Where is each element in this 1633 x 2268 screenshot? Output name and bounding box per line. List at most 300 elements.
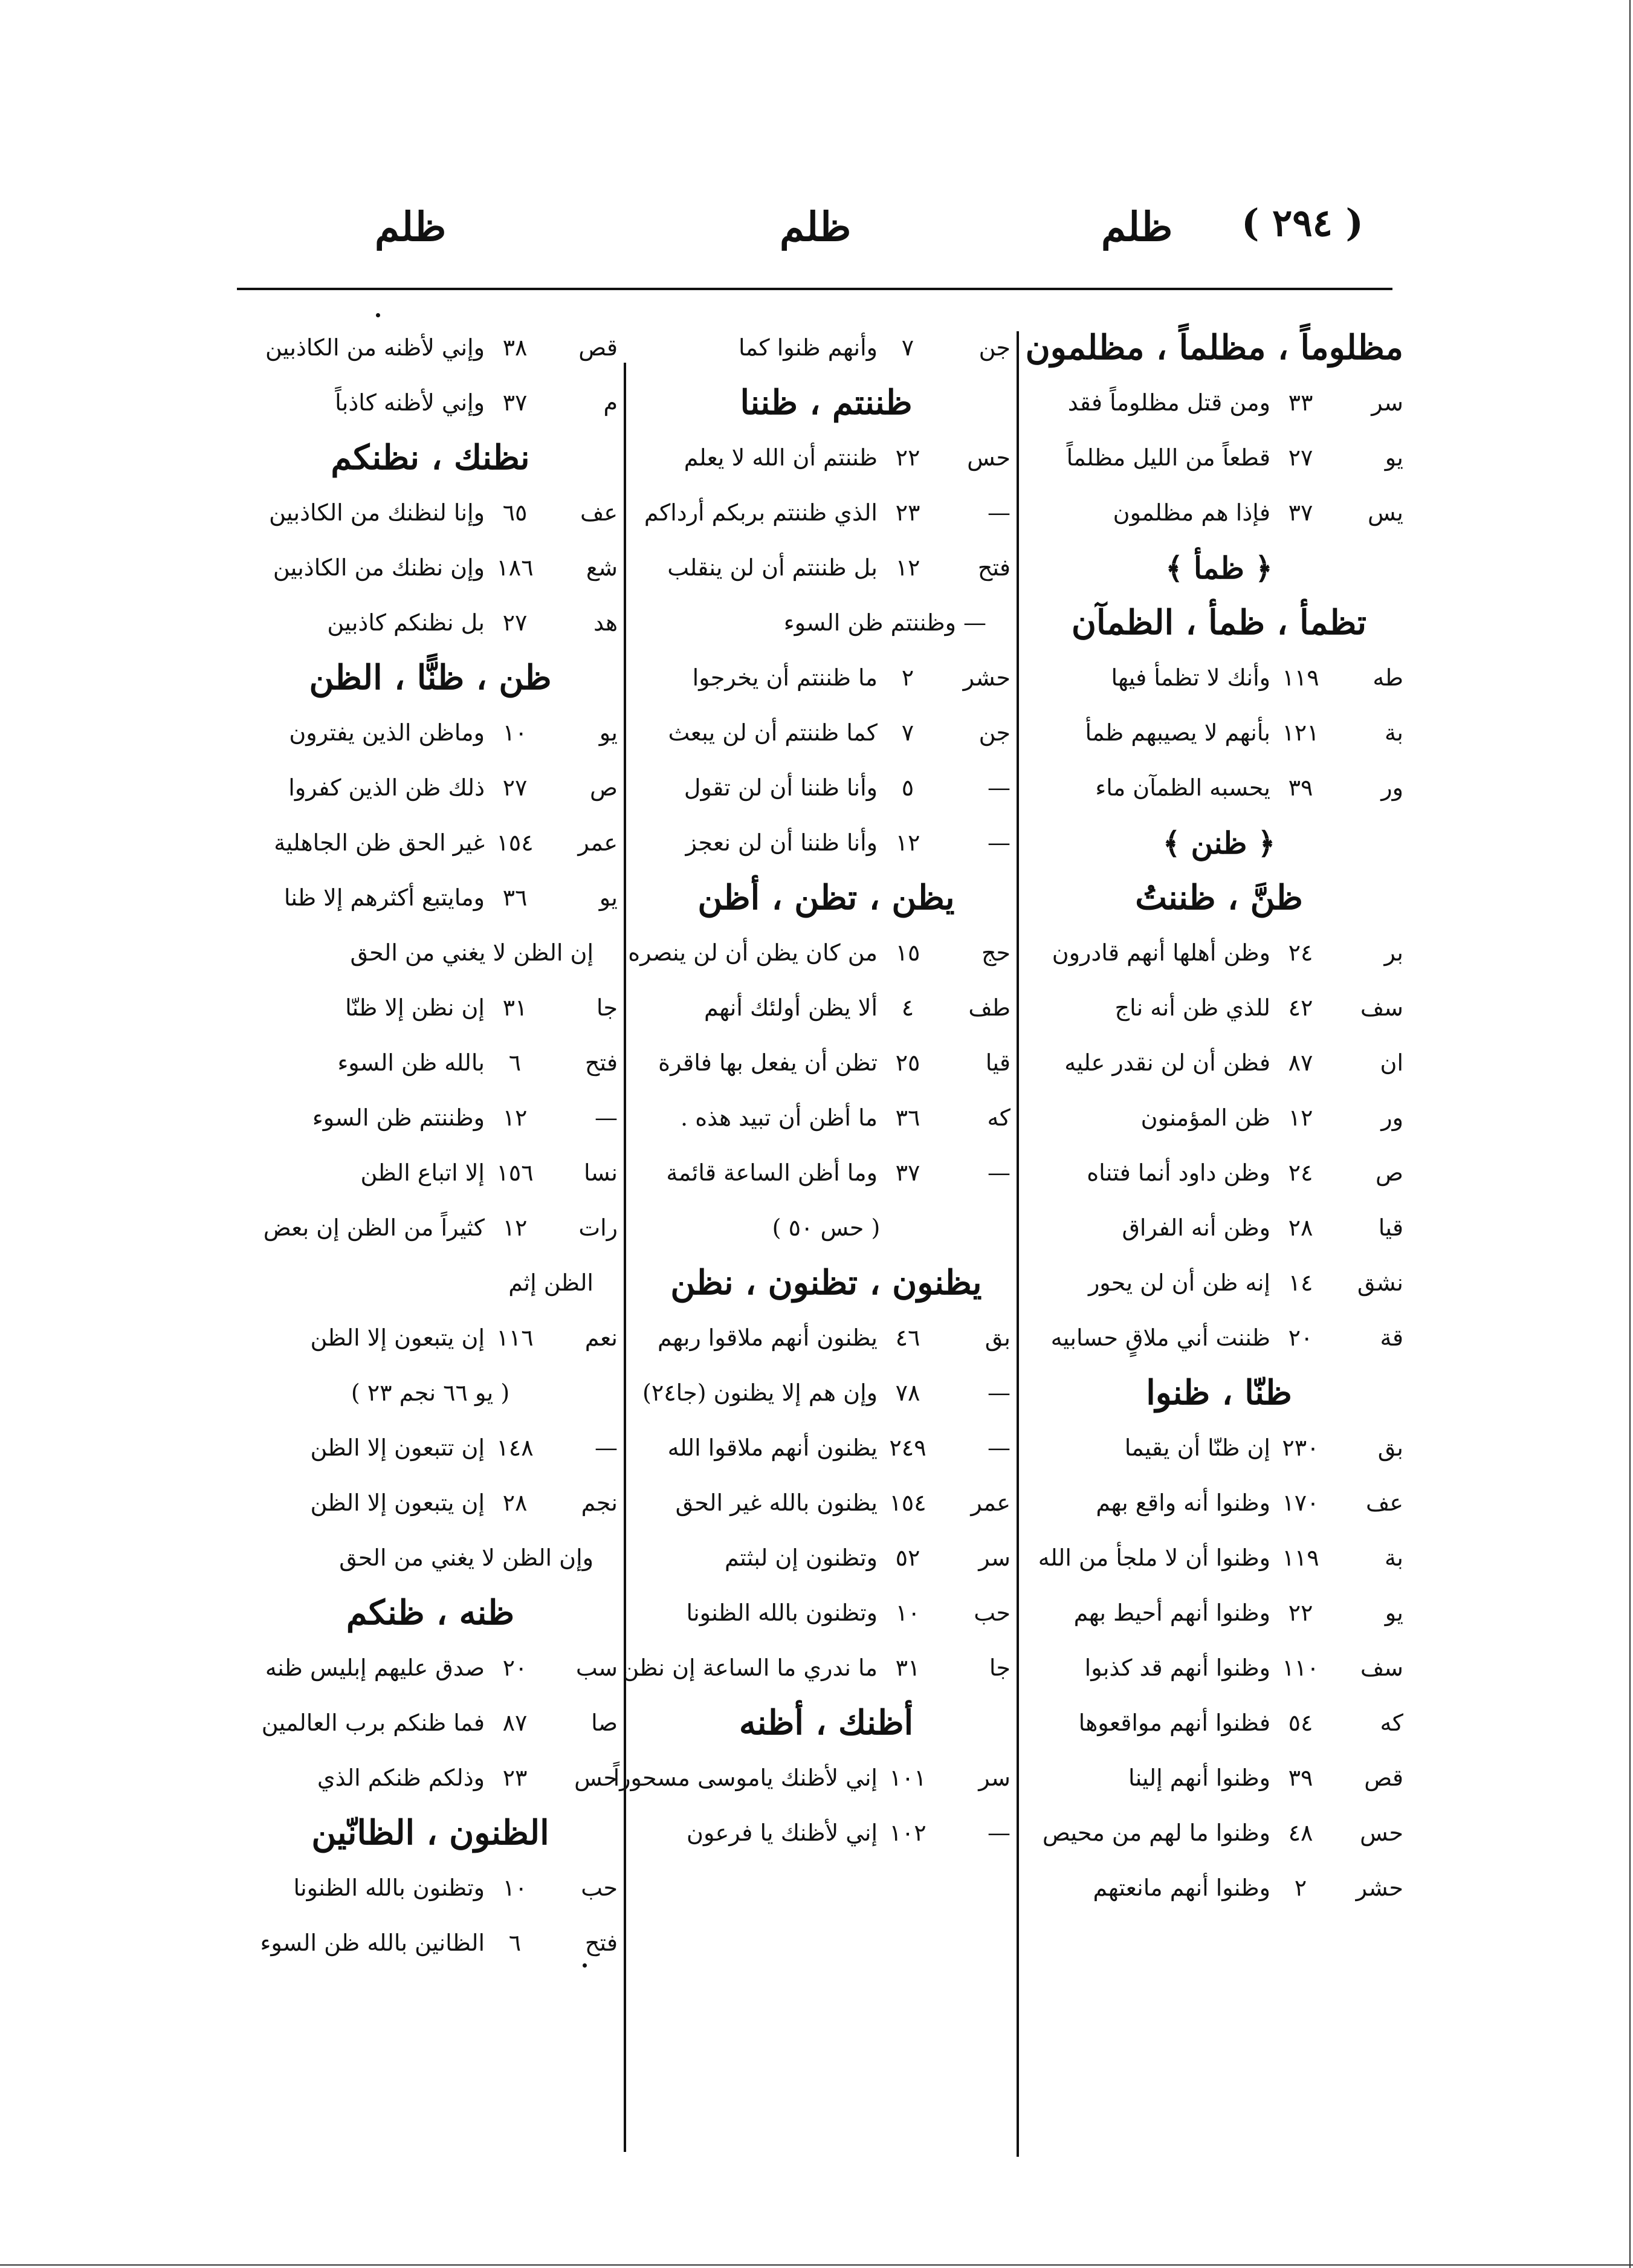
verse-text: الذي ظننتم بربكم أرداكم <box>644 499 878 526</box>
surah-ref: — <box>988 1434 1011 1461</box>
surah-ref: يو <box>599 884 618 911</box>
surah-ref: عف <box>580 499 618 526</box>
column-right <box>1025 320 1403 1916</box>
word-form-heading: ظن ، ظنًّا ، الظن <box>309 658 552 698</box>
verse-entry <box>1035 1145 1403 1200</box>
verse-text: إني لأظنك ياموسى مسحوراً <box>613 1764 878 1791</box>
verse-entry <box>243 485 618 540</box>
verse-entry <box>642 650 1011 705</box>
verse-number: ٣٩ <box>1288 774 1313 801</box>
verse-entry <box>243 760 618 815</box>
surah-ref: م <box>603 389 618 416</box>
verse-entry <box>642 1145 1011 1200</box>
surah-ref: حج <box>981 939 1011 966</box>
surah-ref: ور <box>1381 1104 1403 1131</box>
surah-ref: حب <box>974 1599 1011 1626</box>
verse-entry <box>642 705 1011 760</box>
verse-text: صدق عليهم إبليس ظنه <box>265 1654 485 1681</box>
verse-text: وظنوا ما لهم من محيص <box>1042 1819 1270 1846</box>
verse-number: ٢ <box>1294 1874 1307 1901</box>
verse-text: يظنون أنهم ملاقوا ربهم <box>657 1324 878 1351</box>
verse-text: فظن أن لن نقدر عليه <box>1064 1049 1270 1076</box>
word-form-heading: يظنون ، تظنون ، نظن <box>670 1263 982 1303</box>
page-header <box>0 192 1633 265</box>
verse-entry <box>1035 375 1403 430</box>
verse-entry <box>642 760 1011 815</box>
verse-number: ٢٢ <box>895 444 920 471</box>
surah-ref: جن <box>978 719 1011 746</box>
surah-ref: قص <box>1364 1764 1403 1791</box>
verse-text: وإني لأظنه من الكاذبين <box>265 334 485 361</box>
verse-entry <box>1035 925 1403 980</box>
surah-ref: سف <box>1360 994 1403 1021</box>
verse-entry <box>1035 1090 1403 1145</box>
verse-entry <box>243 1035 618 1090</box>
surah-ref: — <box>988 499 1011 526</box>
verse-entry <box>243 815 618 870</box>
verse-number: ٢٤ <box>1288 939 1313 966</box>
surah-ref: بق <box>1377 1434 1403 1461</box>
verse-text: بل ظننتم أن لن ينقلب <box>667 554 878 581</box>
surah-ref: سر <box>1371 389 1403 416</box>
word-form-heading: ظنَّ ، ظننتُ <box>1135 878 1303 918</box>
verse-number: ٢٣ <box>895 499 920 526</box>
verse-entry <box>1035 1421 1403 1476</box>
verse-entry <box>1035 1861 1403 1916</box>
verse-text: وإن هم إلا يظنون (جا٢٤) <box>642 1379 878 1406</box>
verse-number: ٦٥ <box>502 499 528 526</box>
surah-ref: قة <box>1380 1324 1403 1351</box>
verse-number: ٧ <box>901 719 914 746</box>
surah-ref: سب <box>575 1654 618 1681</box>
header-word-left: ظلم <box>375 203 447 250</box>
verse-text: الظانين بالله ظن السوء <box>260 1929 485 1956</box>
verse-text: وأنا ظننا أن لن تقول <box>684 774 878 801</box>
verse-entry <box>243 1641 618 1696</box>
speck <box>583 1963 587 1968</box>
verse-number: ١٠١ <box>889 1764 926 1791</box>
verse-text: وتظنون بالله الظنونا <box>686 1599 878 1626</box>
verse-text: يظنون بالله غير الحق <box>675 1489 878 1516</box>
verse-entry <box>1035 1311 1403 1366</box>
verse-number: ١١٩ <box>1282 1544 1319 1571</box>
surah-ref: عمر <box>971 1489 1011 1516</box>
verse-entry <box>243 320 618 375</box>
verse-continuation: وإن الظن لا يغني من الحق <box>339 1544 593 1571</box>
verse-entry <box>642 1476 1011 1531</box>
verse-text: وظنوا أنهم إلينا <box>1128 1764 1270 1791</box>
verse-number: ١٥ <box>895 939 920 966</box>
verse-number: ٨٧ <box>502 1709 528 1736</box>
verse-number: ١٢١ <box>1282 719 1319 746</box>
verse-text: وظنوا أنهم قد كذبوا <box>1084 1654 1270 1681</box>
word-form-heading: الظنون ، الظانّين <box>311 1813 549 1853</box>
verse-entry <box>1035 1476 1403 1531</box>
surah-ref: بة <box>1385 719 1403 746</box>
word-form-heading: ظنه ، ظنكم <box>346 1593 515 1633</box>
surah-ref: فتح <box>584 1049 618 1076</box>
verse-entry <box>642 1586 1011 1641</box>
verse-number: ١٢ <box>895 554 920 581</box>
verse-number: ٢٣ <box>502 1764 528 1791</box>
verse-text: بأنهم لا يصيبهم ظمأ <box>1085 719 1270 746</box>
surah-ref: شع <box>586 554 618 581</box>
verse-number: ١٠٢ <box>889 1819 926 1846</box>
verse-number: ٣١ <box>895 1654 920 1681</box>
verse-text: ما ندري ما الساعة إن نظن <box>622 1654 878 1681</box>
verse-entry <box>642 815 1011 870</box>
surah-ref: ان <box>1380 1049 1403 1076</box>
scan-edge-right <box>1629 0 1631 2268</box>
surah-ref: حس <box>967 444 1011 471</box>
verse-number: ٣٧ <box>895 1159 920 1186</box>
verse-text: فإذا هم مظلمون <box>1113 499 1270 526</box>
verse-number: ٢٥ <box>895 1049 920 1076</box>
verse-entry <box>1035 1035 1403 1090</box>
verse-entry <box>642 980 1011 1035</box>
surah-ref: ص <box>1376 1159 1403 1186</box>
verse-text: ظننت أني ملاقٍ حسابيه <box>1050 1324 1270 1351</box>
surah-ref: جن <box>978 334 1011 361</box>
verse-text: بل نظنكم كاذبين <box>327 609 485 636</box>
root-heading: ﴿ ظنن ﴾ <box>1162 825 1276 861</box>
verse-text: وتظنون إن لبثتم <box>725 1544 878 1571</box>
surah-ref: — <box>988 1159 1011 1186</box>
word-form-heading: ظننتم ، ظننا <box>740 383 913 423</box>
verse-entry <box>642 320 1011 375</box>
surah-ref: نعم <box>584 1324 618 1351</box>
verse-entry <box>613 1751 1011 1806</box>
column-middle <box>613 320 1011 1861</box>
verse-text: وظنوا أن لا ملجأ من الله <box>1038 1544 1270 1571</box>
verse-text: ما ظننتم أن يخرجوا <box>692 664 878 691</box>
verse-number: ٤٨ <box>1288 1819 1313 1846</box>
surah-ref: قيا <box>985 1049 1011 1076</box>
surah-ref: قص <box>578 334 618 361</box>
verse-number: ١٤ <box>1288 1269 1313 1296</box>
verse-entry <box>243 375 618 430</box>
verse-text: بالله ظن السوء <box>337 1049 485 1076</box>
verse-entry <box>243 1751 618 1806</box>
verse-number: ٧ <box>901 334 914 361</box>
verse-text: وظن أهلها أنهم قادرون <box>1052 939 1270 966</box>
surah-ref: — <box>595 1434 618 1461</box>
verse-number: ١٧٠ <box>1282 1489 1319 1516</box>
verse-number: ٣٦ <box>502 884 528 911</box>
verse-number: ١٢ <box>895 829 920 856</box>
surah-ref: رات <box>578 1214 618 1241</box>
verse-text: للذي ظن أنه ناج <box>1114 994 1270 1021</box>
surah-ref: — <box>988 774 1011 801</box>
verse-number: ٣١ <box>502 994 528 1021</box>
verse-number: ٥٢ <box>895 1544 920 1571</box>
word-form-heading: يظن ، تظن ، أظن <box>697 878 955 918</box>
verse-entry <box>642 1421 1011 1476</box>
surah-ref: جا <box>989 1654 1011 1681</box>
root-heading: ﴿ ظمأ ﴾ <box>1165 550 1273 586</box>
verse-entry <box>642 1366 1011 1421</box>
verse-number: ٢٢ <box>1288 1599 1313 1626</box>
verse-number: ٢٧ <box>1288 444 1313 471</box>
surah-ref: عف <box>1365 1489 1403 1516</box>
verse-number: ١١٠ <box>1282 1654 1319 1681</box>
verse-text: وأنهم ظنوا كما <box>739 334 878 361</box>
verse-number: ٦ <box>508 1929 522 1956</box>
surah-ref: فتح <box>584 1929 618 1956</box>
verse-entry <box>243 980 618 1035</box>
verse-entry <box>622 1641 1011 1696</box>
verse-entry <box>642 540 1011 595</box>
verse-entry <box>1035 430 1403 485</box>
verse-text: يحسبه الظمآن ماء <box>1095 774 1270 801</box>
verse-text: وظن أنه الفراق <box>1122 1214 1270 1241</box>
verse-number: ٣٣ <box>1288 389 1313 416</box>
verse-text: وظنوا أنه واقع بهم <box>1096 1489 1270 1516</box>
verse-text: كما ظننتم أن لن يبعث <box>668 719 878 746</box>
verse-text: فظنوا أنهم مواقعوها <box>1078 1709 1270 1736</box>
verse-number: ١٥٤ <box>889 1489 926 1516</box>
verse-number: ٣٧ <box>1288 499 1313 526</box>
verse-entry <box>628 925 1011 980</box>
surah-ref: بة <box>1385 1544 1403 1571</box>
surah-ref: نسا <box>583 1159 618 1186</box>
surah-ref: حب <box>581 1874 618 1901</box>
verse-entry <box>1035 1256 1403 1311</box>
verse-number: ١٥٤ <box>496 829 534 856</box>
verse-text: قطعاً من الليل مظلماً <box>1066 444 1270 471</box>
surah-ref: يو <box>1385 1599 1403 1626</box>
surah-ref: يو <box>1385 444 1403 471</box>
cross-reference: ( حس ٥٠ ) <box>772 1214 881 1241</box>
verse-text: إنه ظن أن لن يحور <box>1088 1269 1270 1296</box>
surah-ref: — <box>595 1104 618 1131</box>
verse-text: وذلكم ظنكم الذي <box>317 1764 485 1791</box>
surah-ref: حس <box>1360 1819 1403 1846</box>
verse-number: ٤ <box>901 994 914 1021</box>
verse-entry <box>243 1311 618 1366</box>
verse-text: إن تتبعون إلا الظن <box>310 1434 485 1461</box>
verse-entry <box>1035 760 1403 815</box>
verse-text: ومن قتل مظلوماً فقد <box>1067 389 1270 416</box>
verse-number: ٢٨ <box>502 1489 528 1516</box>
verse-text: تظن أن يفعل بها فاقرة <box>658 1049 878 1076</box>
verse-number: ٤٢ <box>1288 994 1313 1021</box>
verse-number: ٢٤٩ <box>889 1434 926 1461</box>
surah-ref: يو <box>599 719 618 746</box>
surah-ref: يس <box>1367 499 1403 526</box>
verse-text: إن يتبعون إلا الظن <box>310 1489 485 1516</box>
surah-ref: سر <box>978 1544 1011 1571</box>
verse-entry <box>642 430 1011 485</box>
word-form-heading: مظلوماً ، مظلماً ، مظلمون <box>1025 328 1403 368</box>
verse-number: ١٥٦ <box>496 1159 534 1186</box>
header-word-right: ظلم <box>1101 203 1173 250</box>
verse-text: إن ظنّا أن يقيما <box>1124 1434 1270 1461</box>
verse-text: كثيراً من الظن إن بعض <box>263 1214 485 1241</box>
surah-ref: نشق <box>1357 1269 1403 1296</box>
verse-text: فما ظنكم برب العالمين <box>261 1709 485 1736</box>
verse-text: وإنا لنظنك من الكاذبين <box>269 499 485 526</box>
verse-entry <box>1035 1806 1403 1861</box>
verse-entry <box>243 705 618 760</box>
verse-entry <box>243 1090 618 1145</box>
verse-text: ومايتبع أكثرهم إلا ظنا <box>283 884 485 911</box>
verse-number: ٣٧ <box>502 389 528 416</box>
surah-ref: — <box>988 1819 1011 1846</box>
verse-continuation: — وظننتم ظن السوء <box>783 609 986 636</box>
verse-number: ١٢ <box>1288 1104 1313 1131</box>
speck <box>376 313 380 317</box>
verse-number: ٢ <box>901 664 914 691</box>
verse-number: ٢٧ <box>502 609 528 636</box>
surah-ref: حس <box>574 1764 618 1791</box>
surah-ref: كه <box>987 1104 1011 1131</box>
verse-text: ألا يظن أولئك أنهم <box>703 994 878 1021</box>
surah-ref: سف <box>1360 1654 1403 1681</box>
verse-text: وإني لأظنه كاذباً <box>335 389 485 416</box>
verse-entry <box>1035 1586 1403 1641</box>
word-form-heading: ظنّا ، ظنوا <box>1146 1373 1292 1413</box>
verse-entry <box>243 870 618 925</box>
verse-entry <box>243 595 618 650</box>
verse-number: ٣٩ <box>1288 1764 1313 1791</box>
verse-number: ٦ <box>508 1049 522 1076</box>
surah-ref: كه <box>1380 1709 1403 1736</box>
verse-continuation: إن الظن لا يغني من الحق <box>350 939 593 966</box>
surah-ref: حشر <box>1356 1874 1403 1901</box>
verse-number: ١١٦ <box>496 1324 534 1351</box>
verse-number: ٣٨ <box>502 334 528 361</box>
surah-ref: عمر <box>578 829 618 856</box>
verse-entry <box>1035 1531 1403 1586</box>
verse-entry <box>642 485 1011 540</box>
word-form-heading: نظنك ، نظنكم <box>331 438 530 478</box>
scan-edge-bottom <box>0 2264 1633 2266</box>
verse-number: ١١٩ <box>1282 664 1319 691</box>
verse-text: وتظنون بالله الظنونا <box>293 1874 485 1901</box>
verse-entry <box>642 1531 1011 1586</box>
surah-ref: — <box>988 829 1011 856</box>
verse-number: ٢٧ <box>502 774 528 801</box>
verse-entry <box>642 1311 1011 1366</box>
verse-number: ١٠ <box>502 1874 528 1901</box>
verse-text: يظنون أنهم ملاقوا الله <box>667 1434 878 1461</box>
verse-number: ٢٠ <box>502 1654 528 1681</box>
verse-number: ٨٧ <box>1288 1049 1313 1076</box>
verse-entry <box>243 1861 618 1916</box>
verse-text: ذلك ظن الذين كفروا <box>288 774 485 801</box>
verse-number: ٢٣٠ <box>1282 1434 1319 1461</box>
verse-entry <box>243 1916 618 1971</box>
page-number: ( ٢٩٤ ) <box>1241 201 1363 245</box>
cross-reference: ( يو ٦٦ نجم ٢٣ ) <box>351 1379 510 1406</box>
verse-text: ظن المؤمنون <box>1140 1104 1270 1131</box>
verse-text: وظنوا أنهم أحيط بهم <box>1073 1599 1270 1626</box>
verse-number: ١٢ <box>502 1104 528 1131</box>
verse-text: ما أظن أن تبيد هذه . <box>681 1104 878 1131</box>
verse-number: ١٠ <box>502 719 528 746</box>
word-form-heading: أظنك ، أظنه <box>739 1703 914 1743</box>
surah-ref: حشر <box>963 664 1011 691</box>
verse-entry <box>243 1421 618 1476</box>
surah-ref: طه <box>1373 664 1403 691</box>
surah-ref: هد <box>593 609 618 636</box>
surah-ref: ص <box>590 774 618 801</box>
verse-number: ٥٤ <box>1288 1709 1313 1736</box>
verse-text: غير الحق ظن الجاهلية <box>274 829 485 856</box>
surah-ref: نجم <box>581 1489 618 1516</box>
verse-entry <box>243 1476 618 1531</box>
verse-text: وأنا ظننا أن لن نعجز <box>685 829 878 856</box>
surah-ref: ور <box>1381 774 1403 801</box>
verse-text: وظننتم ظن السوء <box>312 1104 485 1131</box>
verse-text: وما أظن الساعة قائمة <box>666 1159 878 1186</box>
header-word-middle: ظلم <box>780 203 852 250</box>
header-rule <box>237 288 1392 290</box>
verse-text: من كان يظن أن لن ينصره <box>628 939 878 966</box>
surah-ref: بر <box>1384 939 1403 966</box>
verse-number: ٥ <box>901 774 914 801</box>
column-divider-left <box>624 363 626 2152</box>
verse-number: ٢٨ <box>1288 1214 1313 1241</box>
column-left <box>243 320 618 1971</box>
verse-entry <box>1035 1200 1403 1256</box>
verse-entry <box>642 1090 1011 1145</box>
verse-entry <box>1035 485 1403 540</box>
verse-text: وأنك لا تظمأ فيها <box>1111 664 1270 691</box>
surah-ref: جا <box>596 994 618 1021</box>
verse-entry <box>1035 980 1403 1035</box>
verse-text: وماظن الذين يفترون <box>289 719 485 746</box>
verse-entry <box>1035 1641 1403 1696</box>
verse-number: ٧٨ <box>895 1379 920 1406</box>
verse-entry <box>243 1145 618 1200</box>
verse-number: ٤٦ <box>895 1324 920 1351</box>
verse-entry <box>642 1035 1011 1090</box>
column-divider-right <box>1017 331 1019 2157</box>
surah-ref: — <box>988 1379 1011 1406</box>
surah-ref: بق <box>985 1324 1011 1351</box>
verse-number: ٢٤ <box>1288 1159 1313 1186</box>
verse-entry <box>243 540 618 595</box>
verse-number: ١٠ <box>895 1599 920 1626</box>
surah-ref: طف <box>968 994 1011 1021</box>
verse-number: ٣٦ <box>895 1104 920 1131</box>
verse-text: ظننتم أن الله لا يعلم <box>684 444 878 471</box>
surah-ref: صا <box>591 1709 618 1736</box>
verse-number: ١٢ <box>502 1214 528 1241</box>
verse-entry <box>243 1200 618 1256</box>
verse-continuation: الظن إثم <box>508 1269 593 1296</box>
word-form-heading: تظمأ ، ظمأ ، الظمآن <box>1071 603 1367 643</box>
verse-text: وظنوا أنهم مانعتهم <box>1093 1874 1270 1901</box>
verse-text: إني لأظنك يا فرعون <box>687 1819 878 1846</box>
verse-text: وإن نظنك من الكاذبين <box>273 554 485 581</box>
verse-entry <box>1035 705 1403 760</box>
verse-text: إلا اتباع الظن <box>360 1159 485 1186</box>
verse-entry <box>1035 650 1403 705</box>
verse-text: وظن داود أنما فتناه <box>1087 1159 1270 1186</box>
verse-number: ١٨٦ <box>496 554 534 581</box>
verse-text: إن نظن إلا ظنّا <box>345 994 485 1021</box>
surah-ref: سر <box>978 1764 1011 1791</box>
surah-ref: قيا <box>1378 1214 1403 1241</box>
verse-entry <box>1035 1696 1403 1751</box>
verse-entry <box>1035 1751 1403 1806</box>
verse-text: إن يتبعون إلا الظن <box>310 1324 485 1351</box>
verse-number: ١٤٨ <box>496 1434 534 1461</box>
verse-entry <box>642 1806 1011 1861</box>
